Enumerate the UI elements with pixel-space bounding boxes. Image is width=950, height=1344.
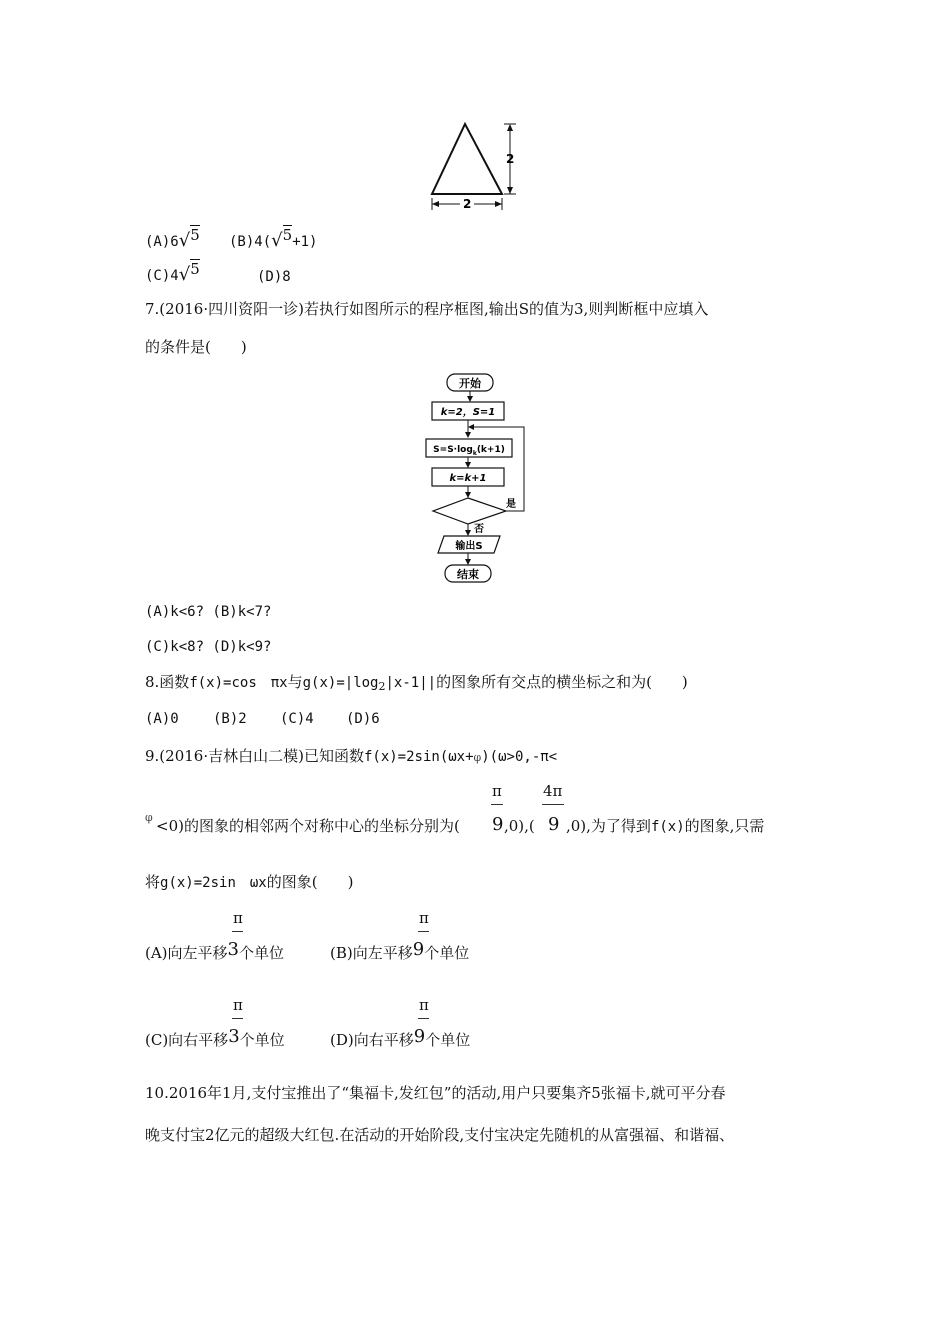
q9-line2-a: <0)的图象的相邻两个对称中心的坐标分别为( [156,817,460,835]
q9-frac1-bar [491,804,503,805]
triangle-figure [420,118,530,214]
q8-option-d: (D)6 [346,711,380,727]
q6-option-c: (C)4√5 [145,260,200,285]
q7-question-line2: 的条件是( ) [145,338,247,356]
base-label: 2 [463,197,472,211]
q10-question-line1: 10.2016年1月,支付宝推出了“集福卡,发红包”的活动,用户只要集齐5张福卡,就可平分春 [145,1084,726,1102]
flow-output-label: 输出S [455,541,483,552]
flow-init-label: k=2，S=1 [440,407,496,418]
q9-question-line3: 将g(x)=2sin ωx的图象( ) [145,873,354,891]
q10-question-line2: 晚支付宝2亿元的超级大红包.在活动的开始阶段,支付宝决定先随机的从富强福、和谐福、 [145,1126,735,1144]
q9-frac1-den: 9 [492,814,504,835]
flow-no-label: 否 [474,524,484,535]
flow-end-label: 结束 [457,568,479,581]
flowchart-figure [420,370,540,588]
q9-option-c: (C)向右平移3个单位 [145,1026,285,1049]
flow-start-label: 开始 [459,377,481,390]
flow-calc-label: $S=S\cdot\log_k(k+1)$ [433,445,505,457]
q9-frac1-num: π [492,782,502,800]
q9-frac2-den: 9 [548,814,560,835]
q8-option-b: (B)2 [213,711,247,727]
flow-increment-label: k=k+1 [449,473,487,484]
q8-question: 8.函数f(x)=cos πx与$g(x)=|\log_2|x-1||$的图象所有交点的横坐标之和为( ) [145,673,688,693]
q6-option-d: (D)8 [257,269,291,285]
q9-option-b: (B)向左平移9个单位 [330,939,470,962]
q9-option-d-bar [418,1018,429,1019]
q9-option-b-num: π [419,909,429,927]
triangle-shape [432,124,502,194]
q7-question-line1: 7.(2016·四川资阳一诊)若执行如图所示的程序框图,输出S的值为3,则判断框中应填入 [145,300,709,318]
q9-phi: φ [145,811,153,824]
q9-option-a-num: π [233,909,243,927]
q8-option-a: (A)0 [145,711,179,727]
q9-option-d: (D)向右平移9个单位 [330,1026,471,1049]
q9-question-line1: 9.(2016·吉林白山二模)已知函数f(x)=2sin(ωx+φ)(ω>0,-π< [145,747,558,765]
flow-yes-label: 是 [506,499,516,510]
q9-frac2-num: 4π [543,782,563,800]
q9-option-d-num: π [419,996,429,1014]
q9-line2-c: ,0),为了得到f(x)的图象,只需 [566,817,765,835]
q6-option-a: (A)6√5 [145,226,200,251]
flow-decision-diamond [433,498,506,524]
q6-option-b: (B)4(√5+1) [229,226,318,251]
q9-line2-b: ,0),( [504,817,535,835]
q9-option-a: (A)向左平移3个单位 [145,939,285,962]
q9-option-c-bar [232,1018,243,1019]
height-label: 2 [506,152,515,166]
q9-option-b-bar [418,931,429,932]
q9-frac2-bar [542,804,564,805]
q8-option-c: (C)4 [280,711,314,727]
q7-options-ab: (A)k<6? (B)k<7? [145,604,272,620]
q7-options-cd: (C)k<8? (D)k<9? [145,639,272,655]
q9-option-c-num: π [233,996,243,1014]
q9-option-a-bar [232,931,243,932]
